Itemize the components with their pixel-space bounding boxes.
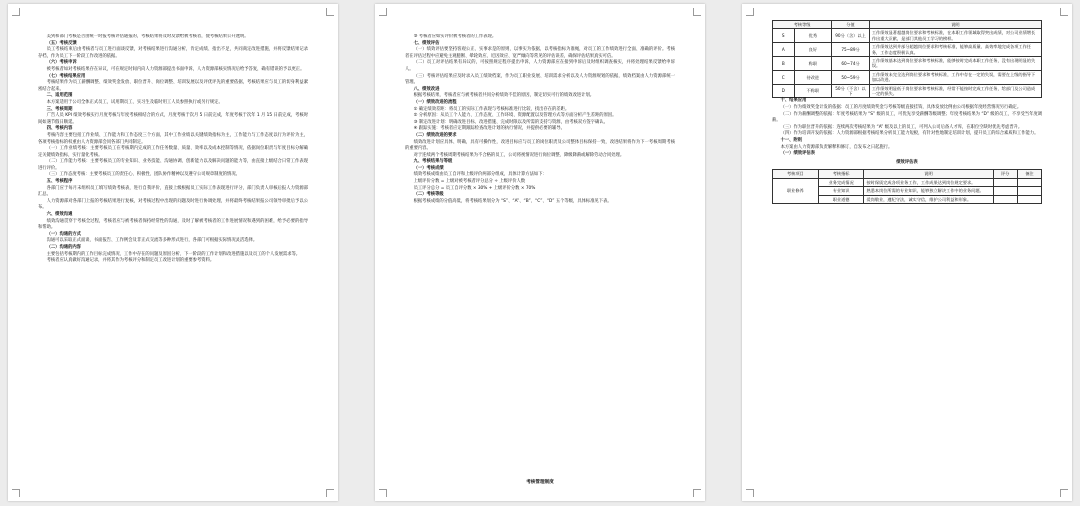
crop-mark	[746, 489, 754, 497]
paragraph: 本方案由人力资源部负责解释和修订，自发布之日起施行。	[780, 144, 893, 150]
paragraph: 被考核者如对考核结果存在异议，可在规定时间内向人力资源部提出书面申诉，人力资源部核实情况后给予答复，确有错误的予以更正。	[46, 66, 305, 72]
table-cell: 75~89分	[832, 43, 870, 57]
table-cell: 工作绩效未完全达到岗位要求和考核标准，工作中存在一定的失误，需要在上级的指导下加以改进。	[869, 70, 1041, 84]
table-cell: C	[773, 70, 795, 84]
paragraph: 考核结果作为员工薪酬调整、绩效奖金发放、职位晋升、岗位调整、培训发展以及评优评先的重要依据，考核结果应与员工的切身利益紧密结合起来。	[38, 80, 308, 92]
page-body	[772, 20, 1042, 487]
table-cell: 优秀	[794, 29, 832, 43]
section-heading: 四、考核内容	[46, 126, 73, 132]
table-cell: 工作绩效显著超越岗位要求和考核标准，在本职工作领域取得突出成绩，对公司业绩增长作出重大贡献，是部门其他员工学习的榜样。	[869, 29, 1041, 43]
section-heading: （一）沟通的方式	[46, 231, 81, 237]
section-heading: 七、绩效评估	[413, 40, 440, 46]
table-cell: 90分（含）以上	[832, 29, 870, 43]
table-row	[773, 70, 1042, 84]
section-heading: 二、适用范围	[46, 93, 73, 99]
table-header: 考核项目	[773, 170, 819, 178]
table-cell: 专业知识	[818, 187, 864, 195]
crop-mark	[12, 489, 20, 497]
table-cell: 熟悉本岗位所需的专业知识，能够独立解决工作中的业务问题。	[864, 187, 993, 195]
crop-mark	[12, 8, 20, 16]
paragraph: ⑤ 考核者应如实评价被考核者的工作表现。	[413, 34, 497, 39]
table-cell: 工作绩效达到并部分超越岗位要求和考核标准，能够高质量、高效率地完成各项工作任务，工作态度积极认真。	[869, 43, 1041, 57]
section-heading: 三、考核周期	[46, 106, 73, 112]
table-header: 备注	[1017, 170, 1041, 178]
paragraph: 绩效改进计划应具体、明确，具有可操作性，改进目标应与员工的岗位职责及公司整体目标保持一致，改进结果将作为下一考核周期考核的重要内容。	[405, 139, 675, 152]
crop-mark	[1060, 8, 1068, 16]
paragraph: 员工考核结束后由考核者与员工进行面谈反馈，对考核结果进行沟通分析，肯定成绩、指出不足，共同商定改进措施，并将反馈结果记录存档，作为员工下一阶段工作改进的依据。	[38, 47, 308, 59]
section-heading: （六）考核申诉	[46, 60, 77, 66]
table-header: 说明	[864, 170, 993, 178]
table-cell[interactable]	[993, 178, 1017, 186]
paragraph: 根据考核结果，考核者应与被考核者共同分析绩效不佳的原因，制定切实可行的绩效改进计划。	[413, 93, 595, 99]
table-row	[773, 57, 1042, 71]
table-cell: 工作绩效明显低于岗位要求和考核标准，经常不能按时完成工作任务，给部门及公司造成一定的损失。	[869, 84, 1041, 98]
document-page-2	[375, 4, 705, 501]
table-header: 考核指标	[818, 170, 864, 178]
section-heading: 八、绩效改进	[413, 86, 440, 92]
paragraph: 绩效考核成绩由员工自评和上级评价两部分组成，具体计算方法如下：	[413, 172, 547, 178]
section-heading: （一）绩效改进的流程	[413, 99, 457, 105]
paragraph: （三）考核评估结果应及时录入员工绩效档案，作为员工职业发展、培训需求分析以及人力资源规划的依据，绩效档案由人力资源部统一管理。	[405, 73, 675, 86]
section-heading: （二）考核等级	[413, 192, 444, 198]
crop-mark	[379, 8, 387, 16]
section-heading: 六、绩效沟通	[46, 212, 73, 218]
table-cell: 50~59分	[832, 70, 870, 84]
section-heading: 十、结果应用	[780, 98, 807, 104]
table-cell: 不称职	[794, 84, 832, 98]
paragraph: ② 分析原因：从员工个人能力、工作态度、工作环境、资源配置以及管理方式等方面分析产生差距的原因。	[413, 113, 617, 119]
page-3-text	[772, 98, 1042, 157]
section-heading: （一）考核成绩	[413, 165, 444, 171]
table-header: 评分	[993, 170, 1017, 178]
table-row	[773, 84, 1042, 98]
table-cell: A	[773, 43, 795, 57]
table-cell[interactable]	[1017, 187, 1041, 195]
crop-mark	[379, 489, 387, 497]
table-cell: 爱岗敬业，遵纪守法，诚实守信，维护公司利益和形象。	[864, 195, 993, 203]
paragraph: （一）工作业绩考核：主要考核员工在考核期内完成的工作任务数量、质量、效率以及成本控制等情况，依据岗位职责与年度目标分解确定关键绩效指标，实行量化考核。	[38, 146, 308, 158]
crop-mark	[693, 489, 701, 497]
paragraph: （三）工作态度考核：主要考核员工的责任心、积极性、团队协作精神以及遵守公司规章制度的情况。	[46, 172, 240, 178]
section-heading: （七）考核结果应用	[46, 73, 86, 79]
paragraph: 沟通可以采取正式面谈、书面报告、工作例会及非正式交流等多种形式进行，各部门可根据实际情况灵活选择。	[46, 238, 258, 244]
paragraph: （三）作为职位晋升的依据：连续两次考核结果为 “A” 级及以上的员工，可列入公司后备人才库，在职位空缺时优先考虑晋升。	[780, 124, 1023, 130]
paragraph: （一）作为绩效奖金计发的依据：员工的月度绩效奖金与考核等级直接挂钩，具体发放比例由公司根据年度经营情况另行确定。	[780, 105, 1022, 111]
paragraph: 人力资源部对各部门上报的考核结果进行复核，对考核过程中出现的问题及时进行协调处理，并将最终考核结果报公司领导审批后予以公布。	[38, 198, 308, 211]
paragraph: 本方案适用于公司全体正式员工，试用期员工、实习生及临时用工人员参照执行或另行规定。	[46, 99, 223, 105]
table-title: 绩效评估表	[896, 159, 918, 165]
table-cell: 60~74分	[832, 57, 870, 71]
paragraph: （二）作为薪酬调整的依据：年度考核结果为 “S” 级的员工，可优先享受薪酬等级调整；年度考核结果为 “D” 级的员工，不享受当年度调薪。	[772, 111, 1042, 124]
table-header: 分值	[832, 21, 870, 29]
grade-table	[772, 20, 1042, 98]
table-cell: 待改进	[794, 70, 832, 84]
paragraph: （二）工作能力考核：主要考核员工的专业知识、业务技能、沟通协调、创新能力以及解决问题的能力等，由直接上级结合日常工作表现进行评价。	[38, 159, 308, 171]
table-row	[773, 29, 1042, 43]
table-cell: B	[773, 57, 795, 71]
section-heading: （二）绩效改进的要求	[413, 132, 457, 138]
table-cell: 职业修养	[773, 178, 819, 203]
table-cell[interactable]	[993, 195, 1017, 203]
paragraph: 广告人员 KPI 绩效考核实行月度考核与年度考核相结合的方式，月度考核于次月 5 日前完成，年度考核于次年 1 月 15 日前完成，考核时间如遇节假日顺延。	[38, 113, 308, 125]
section-heading: 九、考核结果与等级	[413, 159, 453, 165]
document-page-3	[742, 4, 1072, 501]
table-cell[interactable]	[1017, 195, 1041, 203]
table-cell: 称职	[794, 57, 832, 71]
table-cell: 工作绩效基本达到岗位要求和考核标准，能够按时完成本职工作任务，没有出现明显的失误。	[869, 57, 1041, 71]
paragraph: ④ 跟踪实施：考核者应定期跟踪检查改进计划的执行情况，并提供必要的辅导。	[413, 126, 565, 132]
document-page-1	[8, 4, 338, 501]
paragraph: 考核内容主要包括工作业绩、工作能力和工作态度三个方面，其中工作业绩以关键绩效指标为主，工作能力与工作态度以行为评价为主，各项考核指标的权重由人力资源部会同各部门共同制定。	[38, 132, 308, 145]
table-cell: 50分（不含）以下	[832, 84, 870, 98]
crop-mark	[746, 8, 754, 16]
paragraph: ③ 制定改进计划：明确改进目标、改进措施、完成时限以及所需的支持与资源，由考核双方签字确认。	[413, 119, 608, 125]
page-body	[405, 34, 675, 487]
paragraph: 对于连续两个考核周期考核结果为不合格的员工，公司将视情况进行岗位调整、降级降薪或解除劳动合同处理。	[413, 152, 625, 158]
table-cell: 良好	[794, 43, 832, 57]
table-header: 说明	[869, 21, 1041, 29]
table-cell: D	[773, 84, 795, 98]
section-heading: （一）绩效评估表	[780, 151, 815, 157]
paragraph: （二）员工对评估结果有异议的，可按照规定程序提出申诉，人力资源部应在接到申诉后及时组织调查核实，并将处理结果反馈给申诉人。	[405, 60, 675, 72]
table-cell: 按时保质完成各项业务工作，工作成果达到岗位规定要求。	[864, 178, 993, 186]
page-footer: 考核管理制度	[526, 480, 554, 485]
paragraph: 员工评分总分 = 员工自评分数 × 30% + 上级评价分数 × 70%	[413, 185, 536, 191]
table-row	[773, 43, 1042, 57]
paragraph: 绩效沟通贯穿于考核全过程，考核者应与被考核者保持经常性的沟通，及时了解被考核者的工作进展情况和遇到的困难，给予必要的指导和帮助。	[38, 218, 308, 231]
paragraph: （四）作为培训开发的依据：人力资源部根据考核结果分析员工能力短板，有针对性地制定培训计划，提升员工的综合素质和工作能力。	[780, 131, 1039, 137]
table-cell[interactable]	[993, 187, 1017, 195]
crop-mark	[693, 8, 701, 16]
table-cell: 职业道德	[818, 195, 864, 203]
table-cell: 业务完成情况	[818, 178, 864, 186]
paragraph: 上级评价分数 = 上级对被考核者评分总分 ÷ 上级评价人数	[413, 179, 526, 185]
section-heading: （五）考核反馈	[46, 40, 77, 46]
paragraph: 主要包括考核期内的工作目标完成情况、工作中存在的问题及原因分析、下一阶段的工作计划和改进措施以及员工的个人发展需求等。	[46, 251, 301, 257]
paragraph: 考核者应认真做好沟通记录，并将其作为考核评分和制定员工改进计划的重要参考资料。	[46, 258, 215, 264]
crop-mark	[326, 489, 334, 497]
table-cell[interactable]	[1017, 178, 1041, 186]
crop-mark	[1060, 489, 1068, 497]
section-heading: （二）沟通的内容	[46, 245, 81, 250]
page-body	[38, 34, 308, 487]
crop-mark	[326, 8, 334, 16]
section-heading: 十一、附则	[780, 138, 803, 144]
table-cell: S	[773, 29, 795, 43]
paragraph: 各部门应于每月末组织员工填写绩效考核表，进行自我评价，直接上级根据员工实际工作表现进行评分，部门负责人审核后报人力资源部汇总。	[38, 185, 308, 198]
paragraph: ① 确定绩效差距：将员工的实际工作表现与考核标准进行比较，找出存在的差距。	[413, 106, 570, 112]
evaluation-table	[772, 169, 1042, 204]
table-header: 考核等级	[773, 21, 832, 29]
section-heading: 五、考核程序	[46, 179, 73, 185]
paragraph: 美到和部门考核是否由统一时报考核评估通报的，考核结果将及时反馈给被考核者，使考核结果公开透明。	[46, 34, 249, 39]
table-row	[773, 178, 1042, 186]
paragraph: （一）绩效评估要坚持客观公正、实事求是的原则，以事实为依据，以考核指标为准绳，对员工的工作绩效进行全面、准确的评价。考核者在评估过程中应避免主观臆断、晕轮效应、近因效应、宽严倾向等常见的评估误差，确保评估结果真实可信。	[405, 47, 675, 59]
paragraph: 根据考核成绩的分值高低，将考核结果划分为 “S”、“A”、“B”、“C”、“D” 五个等级，具体标准见下表。	[413, 198, 612, 204]
